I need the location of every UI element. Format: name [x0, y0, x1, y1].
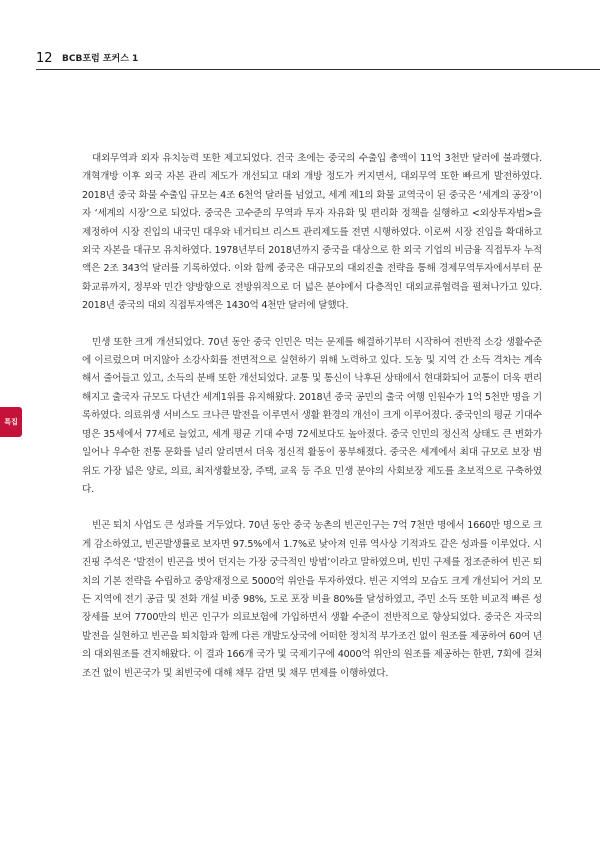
- running-title: BCB포럼 포커스 1: [62, 54, 139, 64]
- paragraph-poverty: 빈곤 퇴치 사업도 큰 성과를 거두었다. 70년 동안 중국 농촌의 빈곤인구는 7억 7천만 명에서 1660만 명으로 크게 감소하였고, 빈곤발생률로 보자면 97.5%에서 1.7%로 낮아져 인류 역사상 기적과도 같은 성과를 이루었다. 시진핑 주석은 ‘발전이 빈곤을 벗어 던지는 가장 궁극적인 방법’이라고 말하였으며, 빈민 구제를 정조준하여 빈곤 퇴치의 기본 전략을 수립하고 중앙재정으로 5000억 위안을 투자하였다. 빈곤 지역의 모습도 크게 개선되어 거의 모든 지역에 전기 공급 및 전화 개설 비중 98%, 도로 포장 비율 80%를 달성하였고, 주민 소득 또한 비교적 빠른 성장세를 보여 7700만의 빈곤 인구가 의료보험에 가입하면서 생활 수준이 전반적으로 향상되었다. 중국은 자국의 발전을 실현하고 빈곤을 퇴치함과 함께 다른 개발도상국에 어떠한 정치적 부가조건 없이 원조를 제공하여 60여 년의 대외원조를 견지해왔다. 이 결과 166개 국가 및 국제기구에 4000억 위안의 원조를 제공하는 한편, 7회에 걸쳐 조건 없이 빈곤국가 및 최빈국에 대해 채무 감면 및 채무 면제를 이행하였다.: [82, 520, 542, 679]
- article-body: [82, 150, 542, 683]
- paragraph-trade: 대외무역과 외자 유치능력 또한 제고되었다. 건국 초에는 중국의 수출입 총액이 11억 3천만 달러에 불과했다. 개혁개방 이후 외국 자본 관리 제도가 개선되고 대외 개방 정도가 커지면서, 대외무역 또한 빠르게 발전하였다. 2018년 중국 화물 수출입 규모는 4조 6천억 달러를 넘었고, 세계 제1의 화물 교역국이 된 중국은 ‘세계의 공장’이자 ‘세계의 시장’으로 되었다. 중국은 고수준의 무역과 투자 자유화 및 편리화 정책을 실행하고 <외상투자법>을 제정하여 시장 진입의 내국민 대우와 네거티브 리스트 관리제도를 전면 시행하였다. 이로써 시장 진입을 확대하고 외국 자본을 대규모 유치하였다. 1978년부터 2018년까지 중국을 대상으로 한 외국 기업의 비금융 직접투자 누적액은 2조 343억 달러를 기록하였다. 이와 함께 중국은 대규모의 대외진출 전략을 통해 경제무역투자에서부터 문화교류까지, 정부와 민간 양방향으로 전방위적으로 더 넓은 분야에서 다층적인 대외교류협력을 펼쳐나가고 있다. 2018년 중국의 대외 직접투자액은 1430억 4천만 달러에 달했다.: [82, 153, 542, 312]
- paragraph-livelihood: 민생 또한 크게 개선되었다. 70년 동안 중국 인민은 먹는 문제를 해결하기부터 시작하여 전반적 소강 생활수준에 이르렀으며 머지않아 소강사회를 전면적으로 실현하기 위해 노력하고 있다. 도농 및 지역 간 소득 격차는 계속해서 줄어들고 있고, 소득의 분배 또한 개선되었다. 교통 및 통신이 낙후된 상태에서 현대화되어 교통이 더욱 편리해지고 출국자 규모도 다년간 세계1위를 유지해왔다. 2018년 중국 공민의 출국 여행 인원수가 1억 5천만 명을 기록하였다. 의료위생 서비스도 크나큰 발전을 이루면서 생활 환경의 개선이 크게 이루어졌다. 중국인의 평균 기대수명은 35세에서 77세로 늘었고, 세계 평균 기대 수명 72세보다도 높아졌다. 중국 인민의 정신적 상태도 큰 변화가 일어나 우수한 전통 문화를 널리 알리면서 더욱 정신적 활동이 풍부해졌다. 중국은 세계에서 최대 규모로 보장 범위도 가장 넓은 양로, 의료, 최저생활보장, 주택, 교육 등 주요 민생 분야의 사회보장 제도를 초보적으로 구축하였다.: [82, 336, 542, 495]
- section-tab-label: 특집: [4, 417, 18, 426]
- page-header: [0, 50, 600, 70]
- page-number: 12: [36, 51, 53, 66]
- header-divider: [36, 69, 600, 70]
- section-tab: [0, 407, 22, 437]
